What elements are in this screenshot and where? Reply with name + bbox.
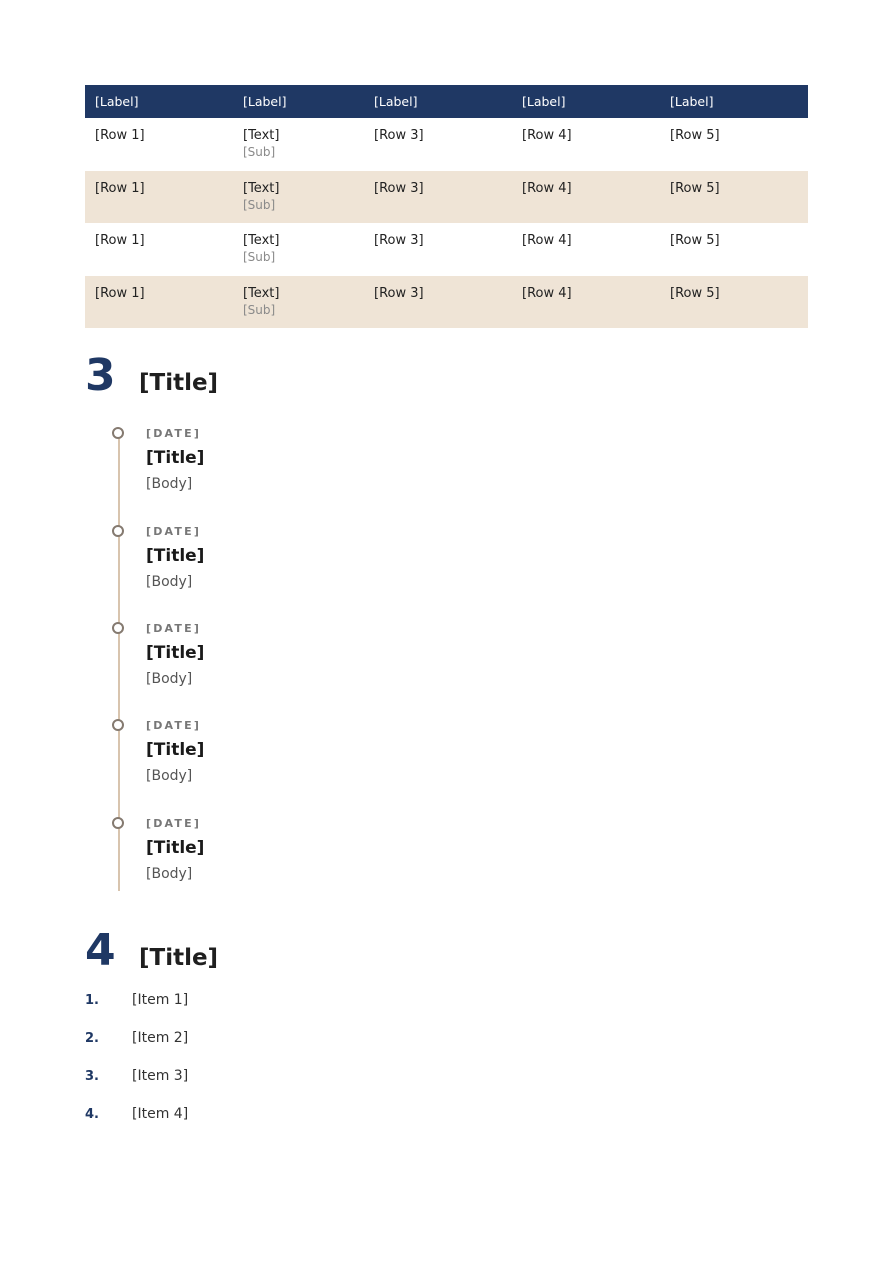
timeline-title: [Title] <box>146 643 205 663</box>
list-item <box>85 1068 188 1106</box>
table-cell: [Row 5] <box>670 233 720 248</box>
list-text: [Item 3] <box>132 1068 189 1084</box>
timeline-entry <box>112 620 612 710</box>
section-heading <box>85 350 218 401</box>
list-text: [Item 2] <box>132 1030 189 1046</box>
table-cell-stack <box>233 118 364 171</box>
section-heading <box>85 925 218 976</box>
list-text: [Item 1] <box>132 992 189 1008</box>
table-cell-text: [Text] <box>243 180 280 196</box>
table-row <box>85 118 808 171</box>
table-cell: [Row 1] <box>95 128 145 143</box>
list-item <box>85 1030 188 1068</box>
timeline-dot-icon <box>112 622 124 634</box>
table-cell-sub: [Sub] <box>243 302 276 317</box>
timeline-entry <box>112 717 612 807</box>
list-number: 2. <box>85 1031 99 1046</box>
timeline-entry <box>112 425 612 515</box>
timeline-body: [Body] <box>146 768 193 784</box>
section-title: [Title] <box>139 370 219 396</box>
timeline-date: [DATE] <box>146 719 202 732</box>
table-cell-sub: [Sub] <box>243 145 276 159</box>
timeline-date: [DATE] <box>146 816 202 830</box>
table-cell: [Row 4] <box>522 180 572 196</box>
table-cell: [Row 1] <box>95 233 145 248</box>
timeline-body: [Body] <box>146 573 193 590</box>
list-text: [Item 4] <box>132 1106 189 1122</box>
timeline-body: [Body] <box>146 671 193 687</box>
timeline-entry <box>112 523 612 613</box>
timeline-title: [Title] <box>146 448 205 468</box>
table-cell: [Row 3] <box>374 233 424 248</box>
table-cell-text: [Text] <box>243 285 280 301</box>
timeline-body: [Body] <box>146 865 193 882</box>
table-row <box>85 223 808 276</box>
header-cell: [Label] <box>670 94 714 109</box>
table-row <box>85 171 808 224</box>
list-number: 4. <box>85 1107 99 1122</box>
table-cell: [Row 4] <box>522 128 572 143</box>
timeline <box>112 425 612 891</box>
timeline-dot-icon <box>112 427 124 439</box>
timeline-body: [Body] <box>146 476 193 492</box>
list-item <box>85 1106 188 1144</box>
table-cell-stack <box>233 171 364 224</box>
table-cell: [Row 5] <box>670 285 720 301</box>
table-cell: [Row 1] <box>95 285 145 301</box>
header-cell: [Label] <box>522 94 566 109</box>
header-cell: [Label] <box>374 94 418 109</box>
timeline-date: [DATE] <box>146 427 202 440</box>
section-title: [Title] <box>139 945 219 971</box>
table-cell: [Row 5] <box>670 180 720 196</box>
table-cell: [Row 4] <box>522 285 572 301</box>
table-cell-sub: [Sub] <box>243 250 276 264</box>
table-cell: [Row 4] <box>522 233 572 248</box>
table-cell-text: [Text] <box>243 128 280 143</box>
table-cell-stack <box>233 223 364 276</box>
numbered-list <box>85 992 188 1144</box>
timeline-dot-icon <box>112 525 124 537</box>
section-number: 4 <box>85 925 116 976</box>
list-number: 1. <box>85 993 99 1008</box>
timeline-dot-icon <box>112 719 124 731</box>
list-item <box>85 992 188 1030</box>
table-cell-text: [Text] <box>243 233 280 248</box>
header-cell: [Label] <box>243 94 287 109</box>
header-cell: [Label] <box>95 94 139 109</box>
table-header <box>85 85 808 118</box>
timeline-title: [Title] <box>146 545 205 566</box>
table-cell-stack <box>233 276 364 329</box>
table-cell: [Row 3] <box>374 128 424 143</box>
timeline-date: [DATE] <box>146 524 202 538</box>
timeline-entry <box>112 815 612 905</box>
table-cell-sub: [Sub] <box>243 197 276 212</box>
table-row <box>85 276 808 329</box>
timeline-title: [Title] <box>146 740 205 760</box>
table-cell: [Row 5] <box>670 128 720 143</box>
timeline-dot-icon <box>112 817 124 829</box>
data-table <box>85 85 808 328</box>
table-cell: [Row 3] <box>374 180 424 196</box>
table-cell: [Row 1] <box>95 180 145 196</box>
section-number: 3 <box>85 350 116 401</box>
list-number: 3. <box>85 1069 99 1084</box>
timeline-date: [DATE] <box>146 622 202 635</box>
table-cell: [Row 3] <box>374 285 424 301</box>
timeline-title: [Title] <box>146 837 205 858</box>
